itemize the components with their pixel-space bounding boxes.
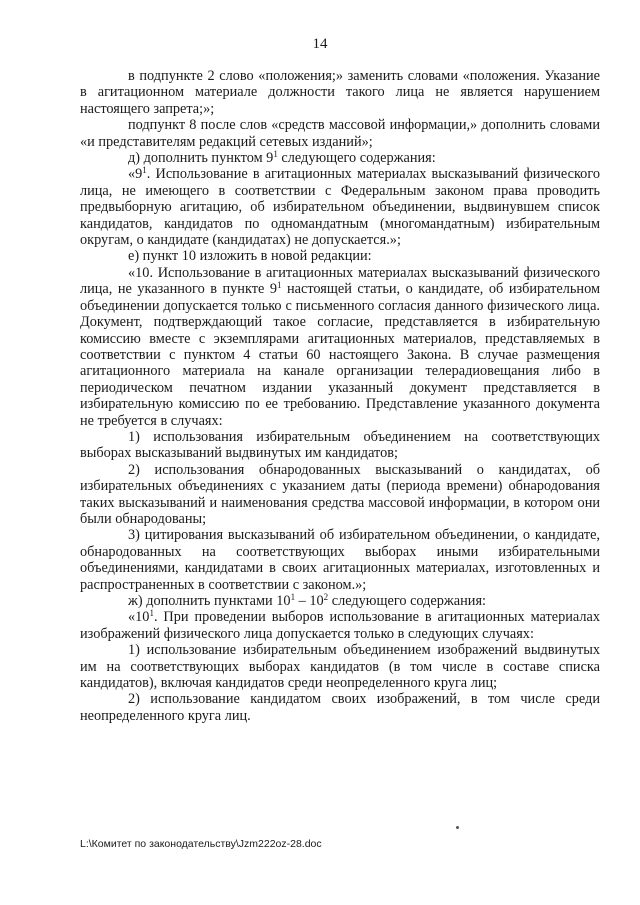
paragraph-item-zh: ж) дополнить пунктами $10^1 - 10^2$ следующего содержания:: [128, 592, 486, 609]
paragraph-item-d: д) дополнить пунктом $9^1$ следующего содержания:: [128, 149, 436, 167]
paragraph-case-3: 3) цитирования высказываний об избирательном объединении, о кандидате, обнародованных на соответствующих выборах иными избирательными объединениями, кандидатами в своих агитационных материалах, изготовленных и распространенных в соответствии с законом.»;: [80, 527, 600, 593]
paragraph-image-case-2: 2) использование кандидатом своих изображений, в том числе среди неопределенного круга лиц.: [80, 691, 600, 724]
paragraph-case-2: 2) использования обнародованных высказываний о кандидатах, об избирательных объединениях с указанием даты (периода времени) обнародования таких высказываний и наименования средства массовой информации, в котором они были обнародованы;: [80, 461, 600, 527]
paragraph-image-case-1: 1) использование избирательным объединением изображений выдвинутых им на соответствующих выборах кандидатов (в том числе в составе списка кандидатов), включая кандидатов среди неопределенного круга лиц;: [80, 642, 600, 692]
scan-speck: [456, 826, 459, 829]
paragraph-item-e: е) пункт 10 изложить в новой редакции:: [128, 248, 372, 265]
document-body: [80, 68, 600, 724]
page-number: 14: [312, 36, 328, 52]
footer-file-path: L:\Комитет по законодательству\Jzm222oz-28.doc: [80, 838, 322, 850]
paragraph-podpunkt-8: подпункт 8 после слов «средств массовой информации,» дополнить словами «и представителям редакций сетевых изданий»;: [80, 117, 600, 150]
paragraph-point-10-1: «$10^1$. При проведении выборов использование в агитационных материалах изображений физического лица допускается только в следующих случаях:: [80, 608, 600, 642]
paragraph-point-9-1: «$9^1$. Использование в агитационных материалах высказываний физического лица, не имеющего в соответствии с Федеральным законом права проводить предвыборную агитацию, об избирательном объединении, выдвинувшем список кандидатов, кандидатов по одномандатным (многомандатным) избирательным округам, о кандидате (кандидатах) не допускается.»;: [80, 165, 600, 249]
paragraph-podpunkt-2: в подпункте 2 слово «положения;» заменить словами «положения. Указание в агитационном материале должности такого лица не является нарушением настоящего запрета;»;: [80, 68, 600, 117]
paragraph-case-1: 1) использования избирательным объединением на соответствующих выборах высказываний выдвинутых им кандидатов;: [80, 428, 600, 462]
paragraph-point-10: «10. Использование в агитационных материалах высказываний физического лица, не указанного в пункте $9^1$ настоящей статьи, о кандидате, об избирательном объединении допускается только с письменного согласия данного физического лица. Документ, подтверждающий такое согласие, представляется в избирательную комиссию вместе с экземплярами агитационных материалов, представляемых в соответствии с пунктом 4 статьи 60 настоящего Закона. В случае размещения агитационного материала на канале организации телерадиовещания либо в периодическом печатном издании указанный документ представляется в избирательную комиссию по ее требованию. Представление указанного документа не требуется в случаях:: [80, 264, 601, 429]
